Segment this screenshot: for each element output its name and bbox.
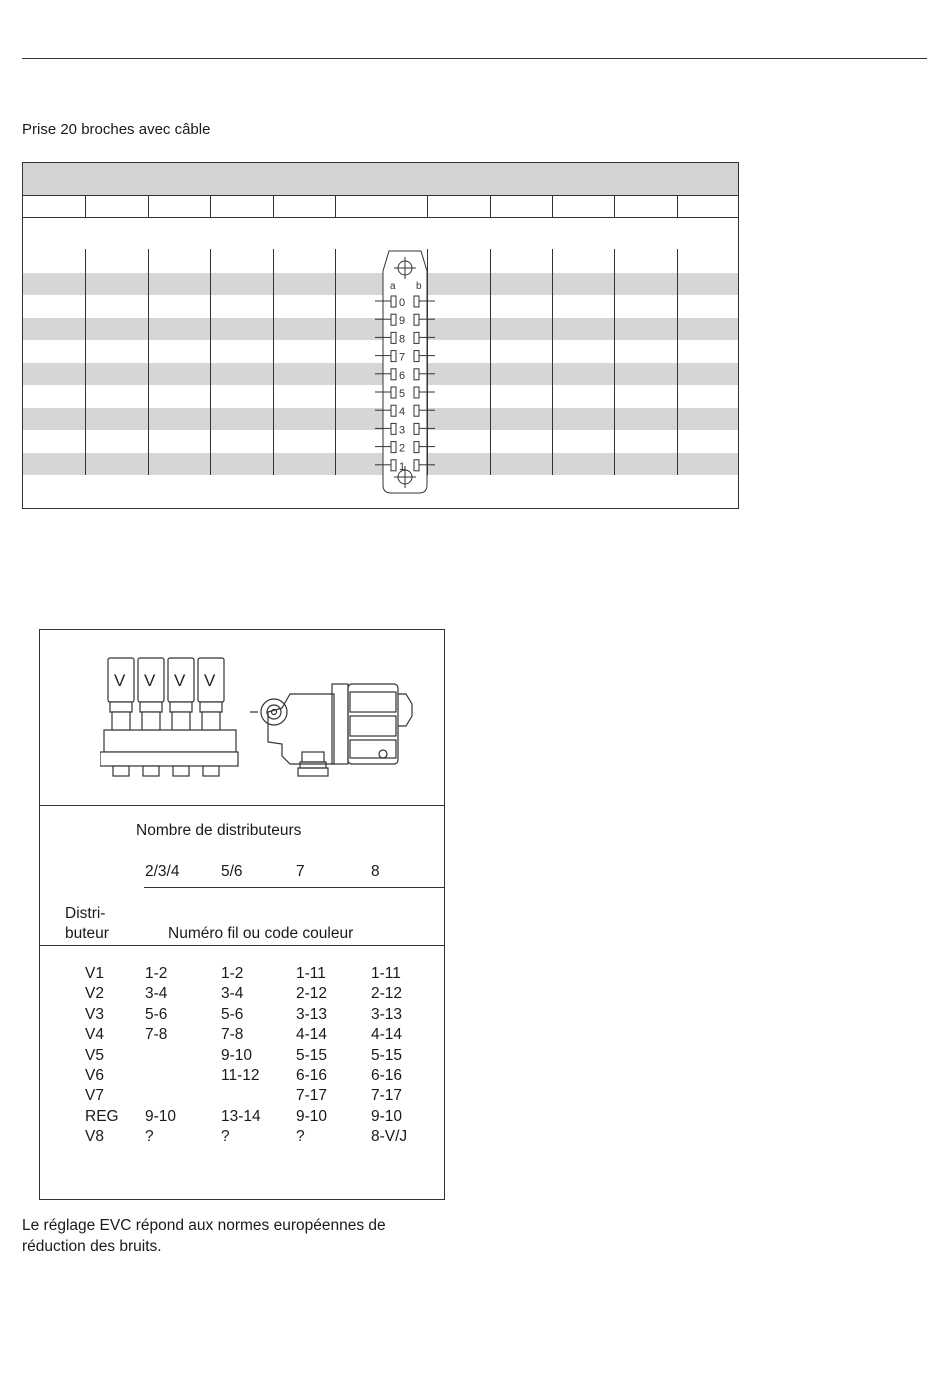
wire-code-cell: 9-10 (296, 1107, 328, 1125)
table-column-divider (677, 196, 678, 218)
wire-code-subtitle: Numéro fil ou code couleur (168, 925, 354, 942)
regulator-motor-drawing (250, 684, 412, 776)
column-header-underline (144, 887, 444, 888)
table-column-divider (490, 249, 491, 475)
table-column-divider (210, 196, 211, 218)
table-column-divider (148, 196, 149, 218)
table-column-divider (148, 249, 149, 475)
top-rule (22, 58, 927, 59)
wire-code-cell: 9-10 (371, 1107, 403, 1125)
connector-pin-number: 0 (399, 297, 406, 309)
wire-code-cell: 1-2 (145, 965, 168, 982)
connector-pin-number: 5 (399, 388, 406, 400)
wire-code-cell: ? (221, 1128, 230, 1146)
table-column-divider (490, 196, 491, 218)
valve-label: V (114, 671, 126, 690)
table-header-band (23, 163, 738, 196)
wire-code-cell: 11-12 (221, 1067, 260, 1084)
connector-20-pin-drawing (363, 249, 447, 495)
wire-code-cell: 5-15 (296, 1046, 328, 1064)
wire-code-cell: 13-14 (221, 1107, 261, 1125)
connector-pin-number: 3 (399, 424, 406, 437)
distributor-name: REG (85, 1107, 119, 1125)
column-header-1: 2/3/4 (145, 863, 180, 880)
connector-pin-number: 2 (399, 442, 406, 455)
wire-code-cell: 6-16 (371, 1067, 403, 1084)
table-column-divider (85, 196, 86, 218)
table-column-divider (335, 196, 336, 218)
connector-pinout-table (22, 162, 739, 509)
distributor-name: V8 (85, 1128, 104, 1146)
wire-code-cell: 3-4 (145, 985, 168, 1003)
distributor-name: V2 (85, 985, 104, 1003)
distributor-name: V4 (85, 1026, 104, 1044)
table-column-divider (85, 249, 86, 475)
pin-column-a-label: a (390, 281, 396, 292)
wire-code-cell: 2-12 (296, 985, 328, 1003)
row-header-line1: Distri- (65, 905, 106, 922)
wire-code-cell: 5-6 (145, 1005, 168, 1023)
valve-label: V (174, 671, 186, 690)
wire-code-cell: 6-16 (296, 1067, 328, 1084)
connector-caption: Prise 20 broches avec câble (22, 121, 211, 138)
connector-pin-number: 8 (399, 333, 406, 346)
table-column-divider (427, 196, 428, 218)
wire-code-cell: 7-17 (296, 1087, 328, 1105)
wire-code-cell: 3-13 (371, 1005, 403, 1023)
distributor-wiring-box (39, 629, 445, 1200)
table-column-divider (677, 249, 678, 475)
table-subheader-row (23, 196, 738, 218)
wire-code-cell: 5-6 (221, 1005, 244, 1023)
wire-code-cell: 8-V/J (371, 1128, 408, 1146)
valve-label: V (204, 671, 216, 690)
distributor-name: V7 (85, 1087, 104, 1105)
wire-code-cell: 7-8 (145, 1026, 168, 1044)
wire-code-cell: 7-17 (371, 1087, 403, 1105)
connector-pin-number: 4 (399, 406, 406, 419)
table-column-divider (335, 249, 336, 475)
wire-code-cell: 9-10 (221, 1046, 253, 1064)
connector-pin-number: 6 (399, 369, 406, 382)
distributor-name: V3 (85, 1005, 104, 1023)
column-header-4: 8 (371, 863, 380, 880)
noise-standards-note: Le réglage EVC répond aux normes européennes de réduction des bruits. (22, 1217, 386, 1255)
connector-pin-number: 7 (399, 351, 406, 364)
table-column-divider (552, 249, 553, 475)
wire-code-cell: 3-4 (221, 985, 244, 1003)
connector-pin-number: 9 (399, 315, 406, 328)
connector-pin-number: 1 (399, 460, 406, 473)
wire-code-cell: ? (296, 1128, 305, 1146)
wire-code-cell: ? (145, 1128, 154, 1146)
column-header-2: 5/6 (221, 863, 243, 880)
valve-block-illustration (100, 654, 460, 784)
divider-header (40, 945, 444, 946)
pin-column-b-label: b (416, 281, 422, 292)
wire-code-cell: 7-8 (221, 1026, 244, 1044)
row-header-line2: buteur (65, 925, 109, 942)
table-column-divider (273, 249, 274, 475)
wire-code-cell: 1-11 (296, 965, 326, 982)
distributors-group-title: Nombre de distributeurs (136, 822, 302, 839)
wire-code-cell: 9-10 (145, 1107, 177, 1125)
distributor-name: V1 (85, 965, 104, 982)
table-column-divider (614, 249, 615, 475)
wire-code-cell: 5-15 (371, 1046, 403, 1064)
table-column-divider (210, 249, 211, 475)
column-header-3: 7 (296, 863, 305, 880)
wire-code-cell: 4-14 (371, 1026, 403, 1044)
distributor-name: V5 (85, 1046, 104, 1064)
table-column-divider (552, 196, 553, 218)
wire-code-cell: 4-14 (296, 1026, 328, 1044)
wire-code-cell: 1-2 (221, 965, 244, 982)
wire-code-cell: 2-12 (371, 985, 403, 1003)
distributor-name: V6 (85, 1067, 104, 1084)
wire-code-cell: 3-13 (296, 1005, 328, 1023)
wire-code-cell: 1-11 (371, 965, 401, 982)
table-column-divider (273, 196, 274, 218)
divider-illustration (40, 805, 444, 806)
valve-label: V (144, 671, 156, 690)
table-column-divider (614, 196, 615, 218)
